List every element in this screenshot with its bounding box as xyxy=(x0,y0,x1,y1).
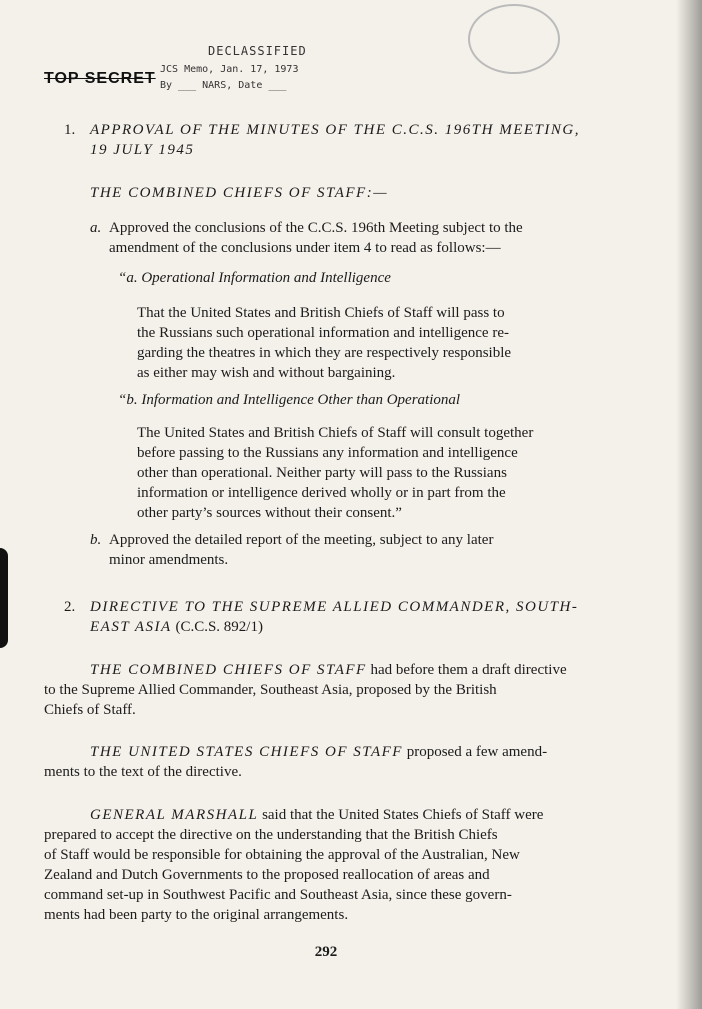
item1-a-marker: a. xyxy=(90,220,102,236)
archive-seal xyxy=(468,4,560,74)
quote-b-heading: “b. Information and Intelligence Other than Operational xyxy=(118,392,461,408)
item2-title-ref: (C.C.S. 892/1) xyxy=(171,619,263,635)
item2-p2-line2: ments to the text of the directive. xyxy=(44,764,242,780)
item2-p3-lead: GENERAL MARSHALL xyxy=(90,807,259,823)
item2-p3-rest: said that the United States Chiefs of Staff were xyxy=(258,807,544,823)
quote-b-line: other party’s sources without their consent.” xyxy=(137,505,402,521)
item1-b-marker: b. xyxy=(90,532,102,548)
item1-title-line1: APPROVAL OF THE MINUTES OF THE C.C.S. 196TH MEETING, xyxy=(90,122,580,138)
page-number: 292 xyxy=(314,944,338,960)
quote-a-line: the Russians such operational information and intelligence re- xyxy=(137,325,509,341)
item2-p3-line: command set-up in Southwest Pacific and Southeast Asia, since these govern- xyxy=(44,887,512,903)
item2-p2-lead: THE UNITED STATES CHIEFS OF STAFF xyxy=(90,744,403,760)
item2-p2-line1 xyxy=(90,742,547,763)
item1-b-line1: Approved the detailed report of the meeting, subject to any later xyxy=(109,532,494,548)
item2-p3-line: Zealand and Dutch Governments to the proposed reallocation of areas and xyxy=(44,867,490,883)
quote-b-line: other than operational. Neither party will pass to the Russians xyxy=(137,465,507,481)
item2-number: 2. xyxy=(64,599,76,615)
item2-p1-line2: to the Supreme Allied Commander, Southeast Asia, proposed by the British xyxy=(44,682,497,698)
item1-title-line2: 19 JULY 1945 xyxy=(90,142,195,158)
item2-p1-rest: had before them a draft directive xyxy=(366,662,567,678)
page-edge-shadow xyxy=(676,0,702,1009)
item2-p3-line: of Staff would be responsible for obtaining the approval of the Australian, New xyxy=(44,847,520,863)
item1-a-line1: Approved the conclusions of the C.C.S. 196th Meeting subject to the xyxy=(109,220,523,236)
quote-b-line: before passing to the Russians any information and intelligence xyxy=(137,445,518,461)
quote-a-line: as either may wish and without bargaining. xyxy=(137,365,396,381)
item1-number: 1. xyxy=(64,122,76,138)
stamp-memo-line: JCS Memo, Jan. 17, 1973 xyxy=(160,64,299,75)
binding-mark xyxy=(0,548,8,648)
item2-p3-line: prepared to accept the directive on the understanding that the British Chiefs xyxy=(44,827,498,843)
stamp-by-line: By ___ NARS, Date ___ xyxy=(160,80,287,91)
quote-b-line: information or intelligence derived wholly or in part from the xyxy=(137,485,506,501)
classification-marking: TOP SECRET xyxy=(44,70,156,87)
item1-a-line2: amendment of the conclusions under item 4 to read as follows:— xyxy=(109,240,501,256)
item2-p3-line: ments had been party to the original arrangements. xyxy=(44,907,349,923)
quote-a-line: garding the theatres in which they are respectively responsible xyxy=(137,345,512,361)
item2-p1-line3: Chiefs of Staff. xyxy=(44,702,136,718)
stamp-title: DECLASSIFIED xyxy=(208,44,307,58)
item2-title-line1: DIRECTIVE TO THE SUPREME ALLIED COMMANDER, SOUTH- xyxy=(90,599,579,615)
item2-title-line2-italic: EAST ASIA xyxy=(90,619,172,635)
quote-a-heading: “a. Operational Information and Intelligence xyxy=(118,270,391,286)
item2-p1-line1 xyxy=(90,660,567,681)
item1-heading: THE COMBINED CHIEFS OF STAFF:— xyxy=(90,185,389,201)
item2-title-line2 xyxy=(90,617,263,638)
quote-b-line: The United States and British Chiefs of Staff will consult together xyxy=(137,425,534,441)
item2-p3-line1 xyxy=(90,805,543,826)
item2-p2-rest: proposed a few amend- xyxy=(402,744,548,760)
item2-p1-lead: THE COMBINED CHIEFS OF STAFF xyxy=(90,662,367,678)
quote-a-line: That the United States and British Chiefs of Staff will pass to xyxy=(137,305,505,321)
item1-b-line2: minor amendments. xyxy=(109,552,229,568)
